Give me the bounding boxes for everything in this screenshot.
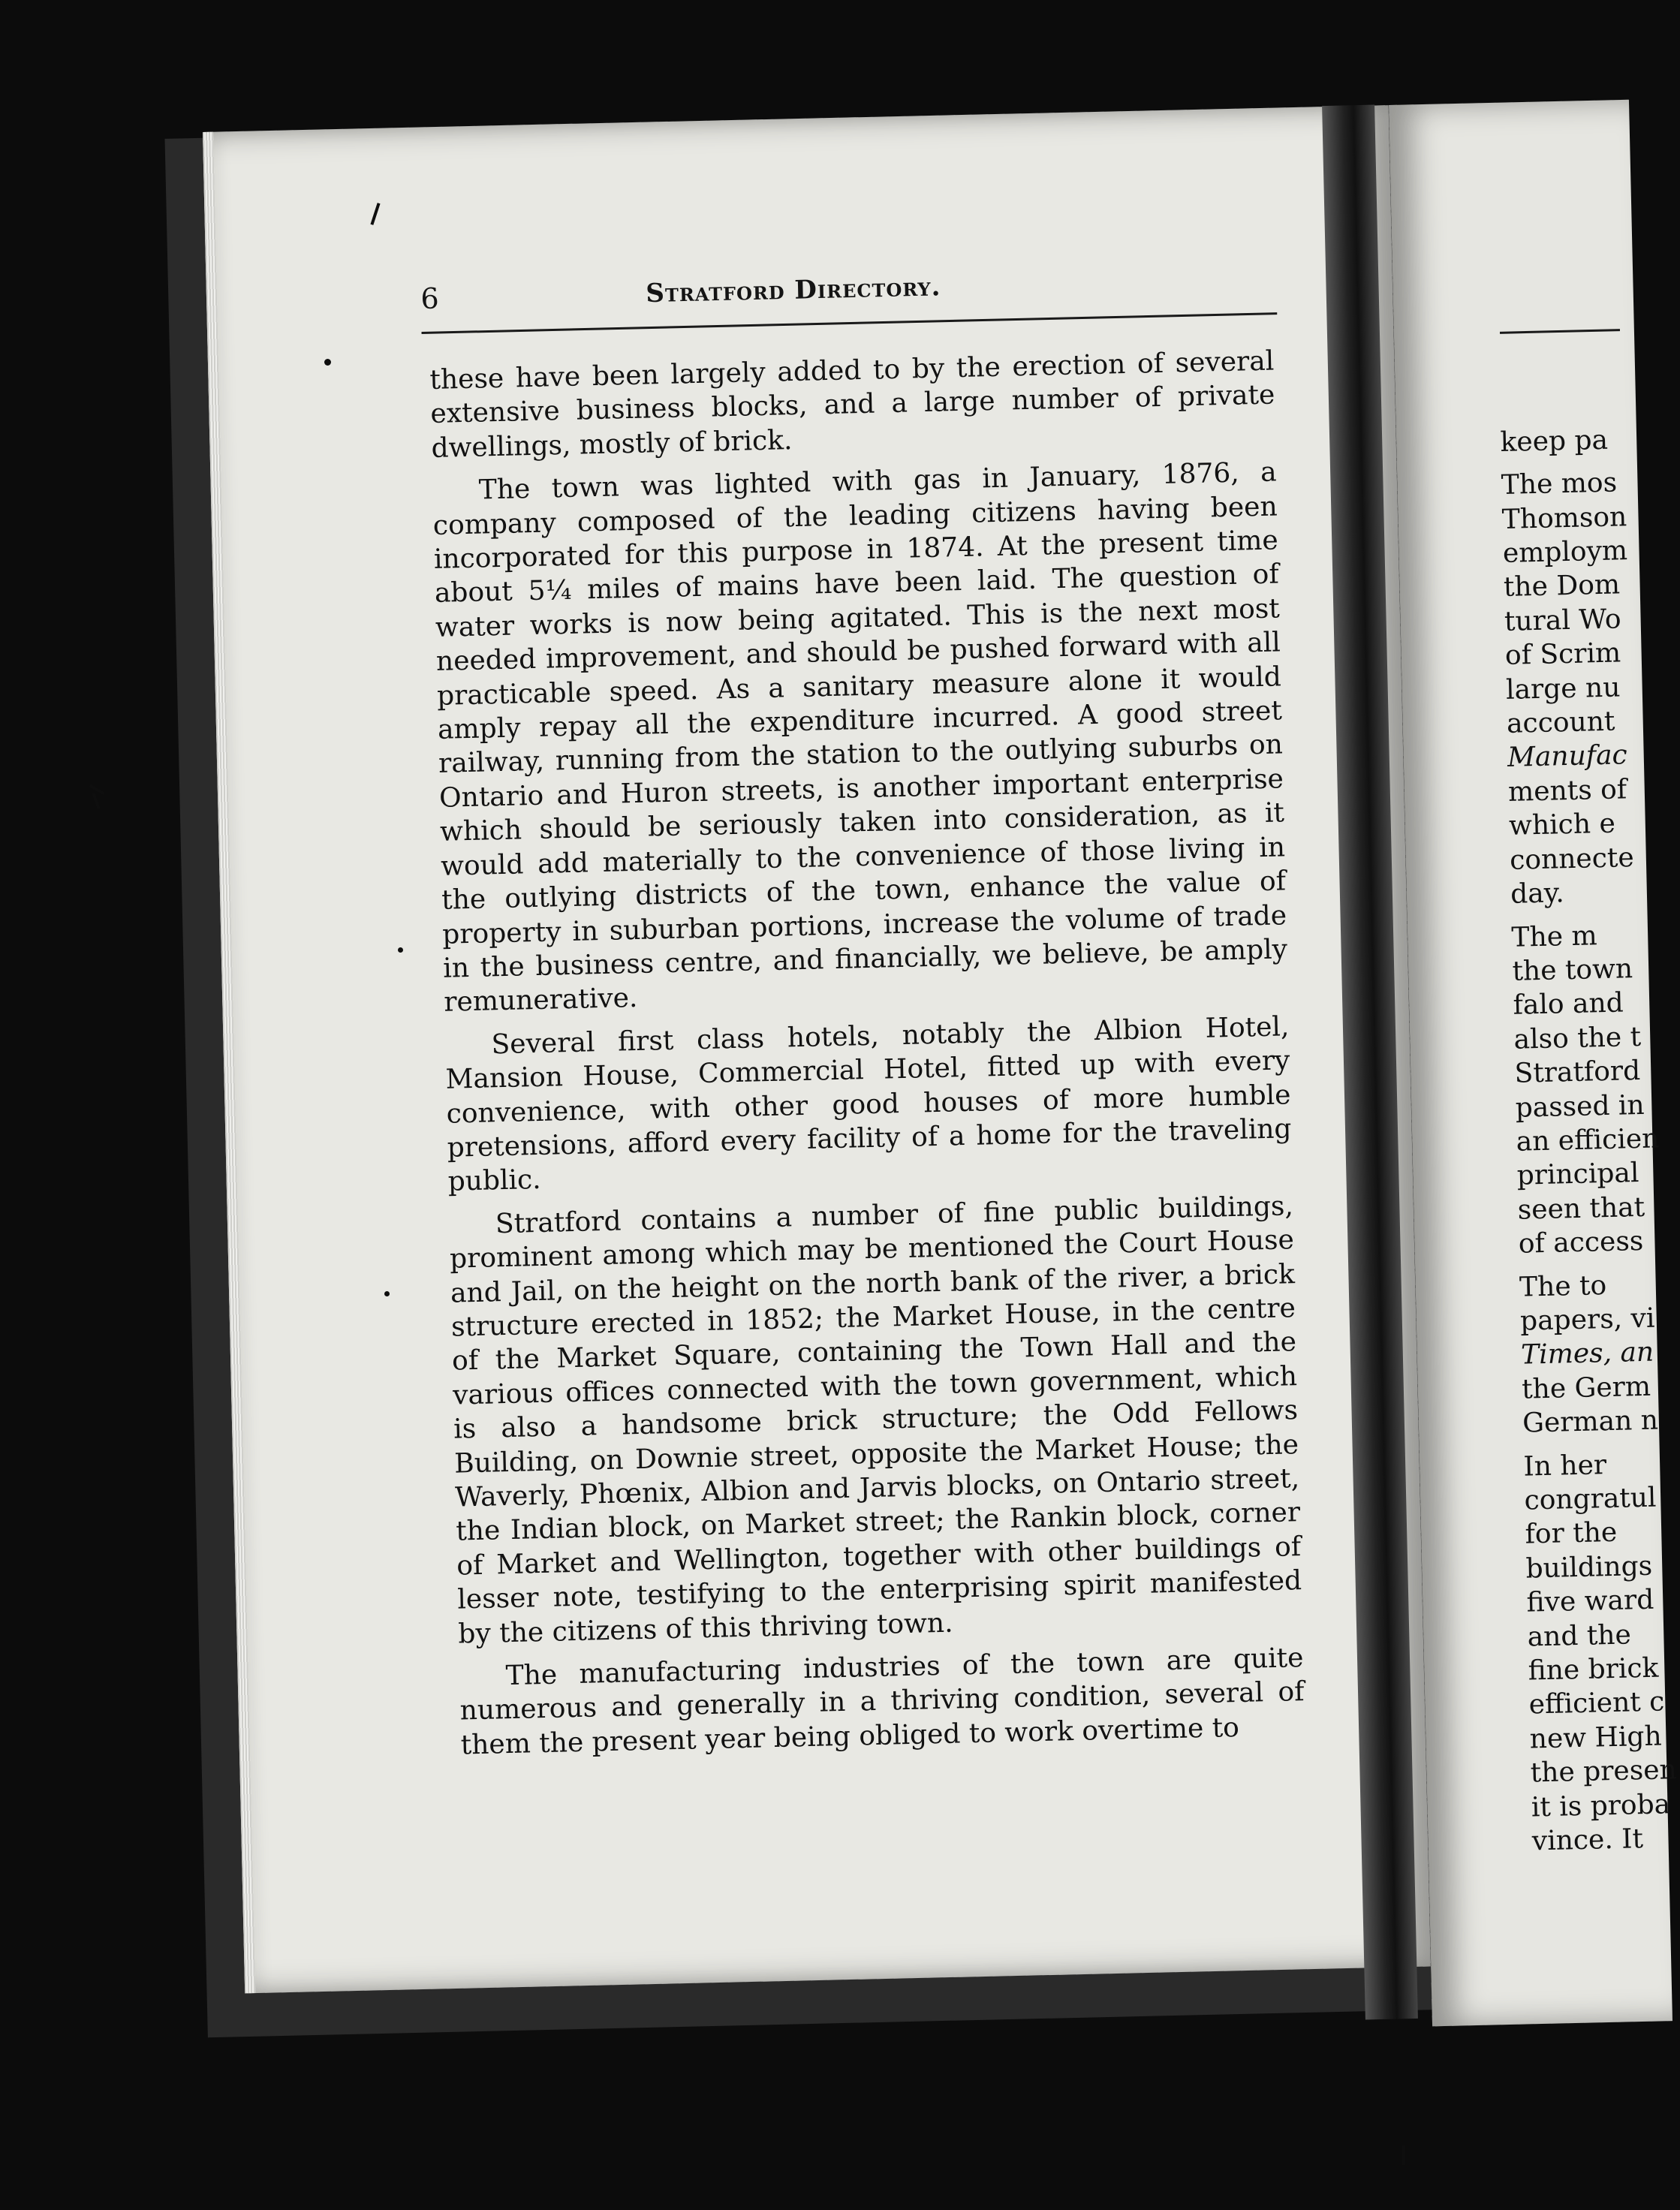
right-page-line: and the: [1527, 1619, 1632, 1653]
scan-mark: [1402, 2145, 1405, 2165]
paragraph-3: Several first class hotels, notably the Albion Hotel, Mansion House, Commercial Hotel, fitted up with every convenience, with other good houses of more humble pretensions, afford every facility of a home for the traveling public.: [445, 1010, 1292, 1198]
right-page-line: Times, an: [1520, 1337, 1654, 1371]
right-page-line: German n: [1522, 1405, 1659, 1439]
right-page-line: also the t: [1513, 1021, 1642, 1055]
right-page-line: the presen: [1530, 1754, 1678, 1789]
right-page-line: Stratford: [1514, 1055, 1641, 1089]
right-page-line: of Scrim: [1504, 637, 1621, 672]
scan-mark: [398, 947, 403, 953]
right-page-line: connecte: [1509, 842, 1635, 876]
paragraph-4: Stratford contains a number of fine public buildings, prominent among which may be mentioned the Court House and Jail, on the height on the north bank of the river, a brick structure erected in 1852; the Market House, in the centre of the Market Square, containing the Town Hall and the various offices connected with the town government, which is also a handsome brick structure; the Odd Fellows Building, on Downie street, opposite the Market House; the Waverly, Phœnix, Albion and Jarvis blocks, on Ontario street, the Indian block, on Market street; the Rankin block, corner of Market and Wellington, together with other buildings of lesser note, testifying to the enterprising spirit manifested by the citizens of this thriving town.: [449, 1190, 1302, 1650]
right-page-line: The m: [1511, 920, 1598, 953]
right-page-line: Thomson: [1501, 501, 1627, 535]
right-page-line: tural Wo: [1504, 604, 1621, 637]
left-page-body: [429, 344, 1305, 1762]
right-page-line: five ward: [1526, 1584, 1654, 1618]
right-page-line: which e: [1508, 808, 1616, 842]
right-page-line: for the: [1525, 1517, 1618, 1550]
right-page-line: passed in: [1515, 1089, 1645, 1124]
right-page-line: new High: [1529, 1721, 1663, 1755]
right-page-line: the Dom: [1503, 569, 1621, 604]
scan-mark: [324, 359, 331, 366]
right-page-line: vince. It: [1531, 1823, 1644, 1857]
paragraph-1: these have been largely added to by the erection of several extensive business blocks, and a large number of private dwellings, mostly of brick.: [429, 345, 1275, 464]
right-page-line: principal: [1516, 1158, 1639, 1192]
paragraph-2: The town was lighted with gas in January, 1876, a company composed of the leading citizens having been incorporated for this purpose in 1874. At the present time about 5¼ miles of mains have been laid. The question of water works is now being agitated. This is the next most needed improvement, and should be pushed forward with all practicable speed. As a sanitary measure alone it would amply repay all the expenditure incurred. A good street railway, running from the station to the outlying suburbs on Ontario and Huron streets, is another important enterprise which should be seriously taken into consideration, as it would add materially to the convenience of those living in the outlying districts of the town, enhance the value of property in suburban portions, increase the volume of trade in the business centre, and financially, we believe, be amply remunerative.: [432, 456, 1288, 1019]
right-page-line: Manufac: [1507, 739, 1628, 774]
right-page-line: the Germ: [1521, 1371, 1651, 1405]
scan-mark: [384, 1291, 390, 1296]
right-page-line: buildings: [1525, 1550, 1653, 1585]
right-page-line: it is proba: [1531, 1788, 1671, 1823]
right-page-line: seen that: [1517, 1191, 1645, 1226]
right-page-line: papers, vi: [1519, 1302, 1655, 1337]
right-page-line: The mos: [1501, 467, 1618, 501]
scan-mark: [92, 793, 100, 809]
right-page-line: keep pa: [1500, 424, 1609, 458]
right-page-line: an efficien: [1516, 1123, 1660, 1158]
right-page-line: day.: [1510, 878, 1565, 910]
right-page-line: The to: [1519, 1269, 1607, 1303]
right-page-line: fine brick: [1528, 1652, 1659, 1687]
right-page-line: large nu: [1505, 672, 1621, 706]
right-page-line: In her: [1523, 1449, 1607, 1483]
running-head: Stratford Directory.: [645, 272, 941, 309]
page-number: 6: [420, 282, 440, 315]
right-page-line: the town: [1512, 953, 1633, 987]
right-page-line: congratul: [1524, 1482, 1657, 1516]
right-page-line: falo and: [1513, 987, 1624, 1022]
right-page-line: ments of: [1507, 774, 1627, 808]
right-page-line: employm: [1502, 535, 1628, 569]
right-page-line: account: [1506, 706, 1615, 739]
paragraph-5: The manufacturing industries of the town are quite numerous and generally in a thriving condition, several of them the present year being obliged to work overtime to: [459, 1642, 1305, 1761]
right-page-line: efficient c: [1528, 1686, 1665, 1721]
right-page-line: of access: [1518, 1226, 1644, 1260]
